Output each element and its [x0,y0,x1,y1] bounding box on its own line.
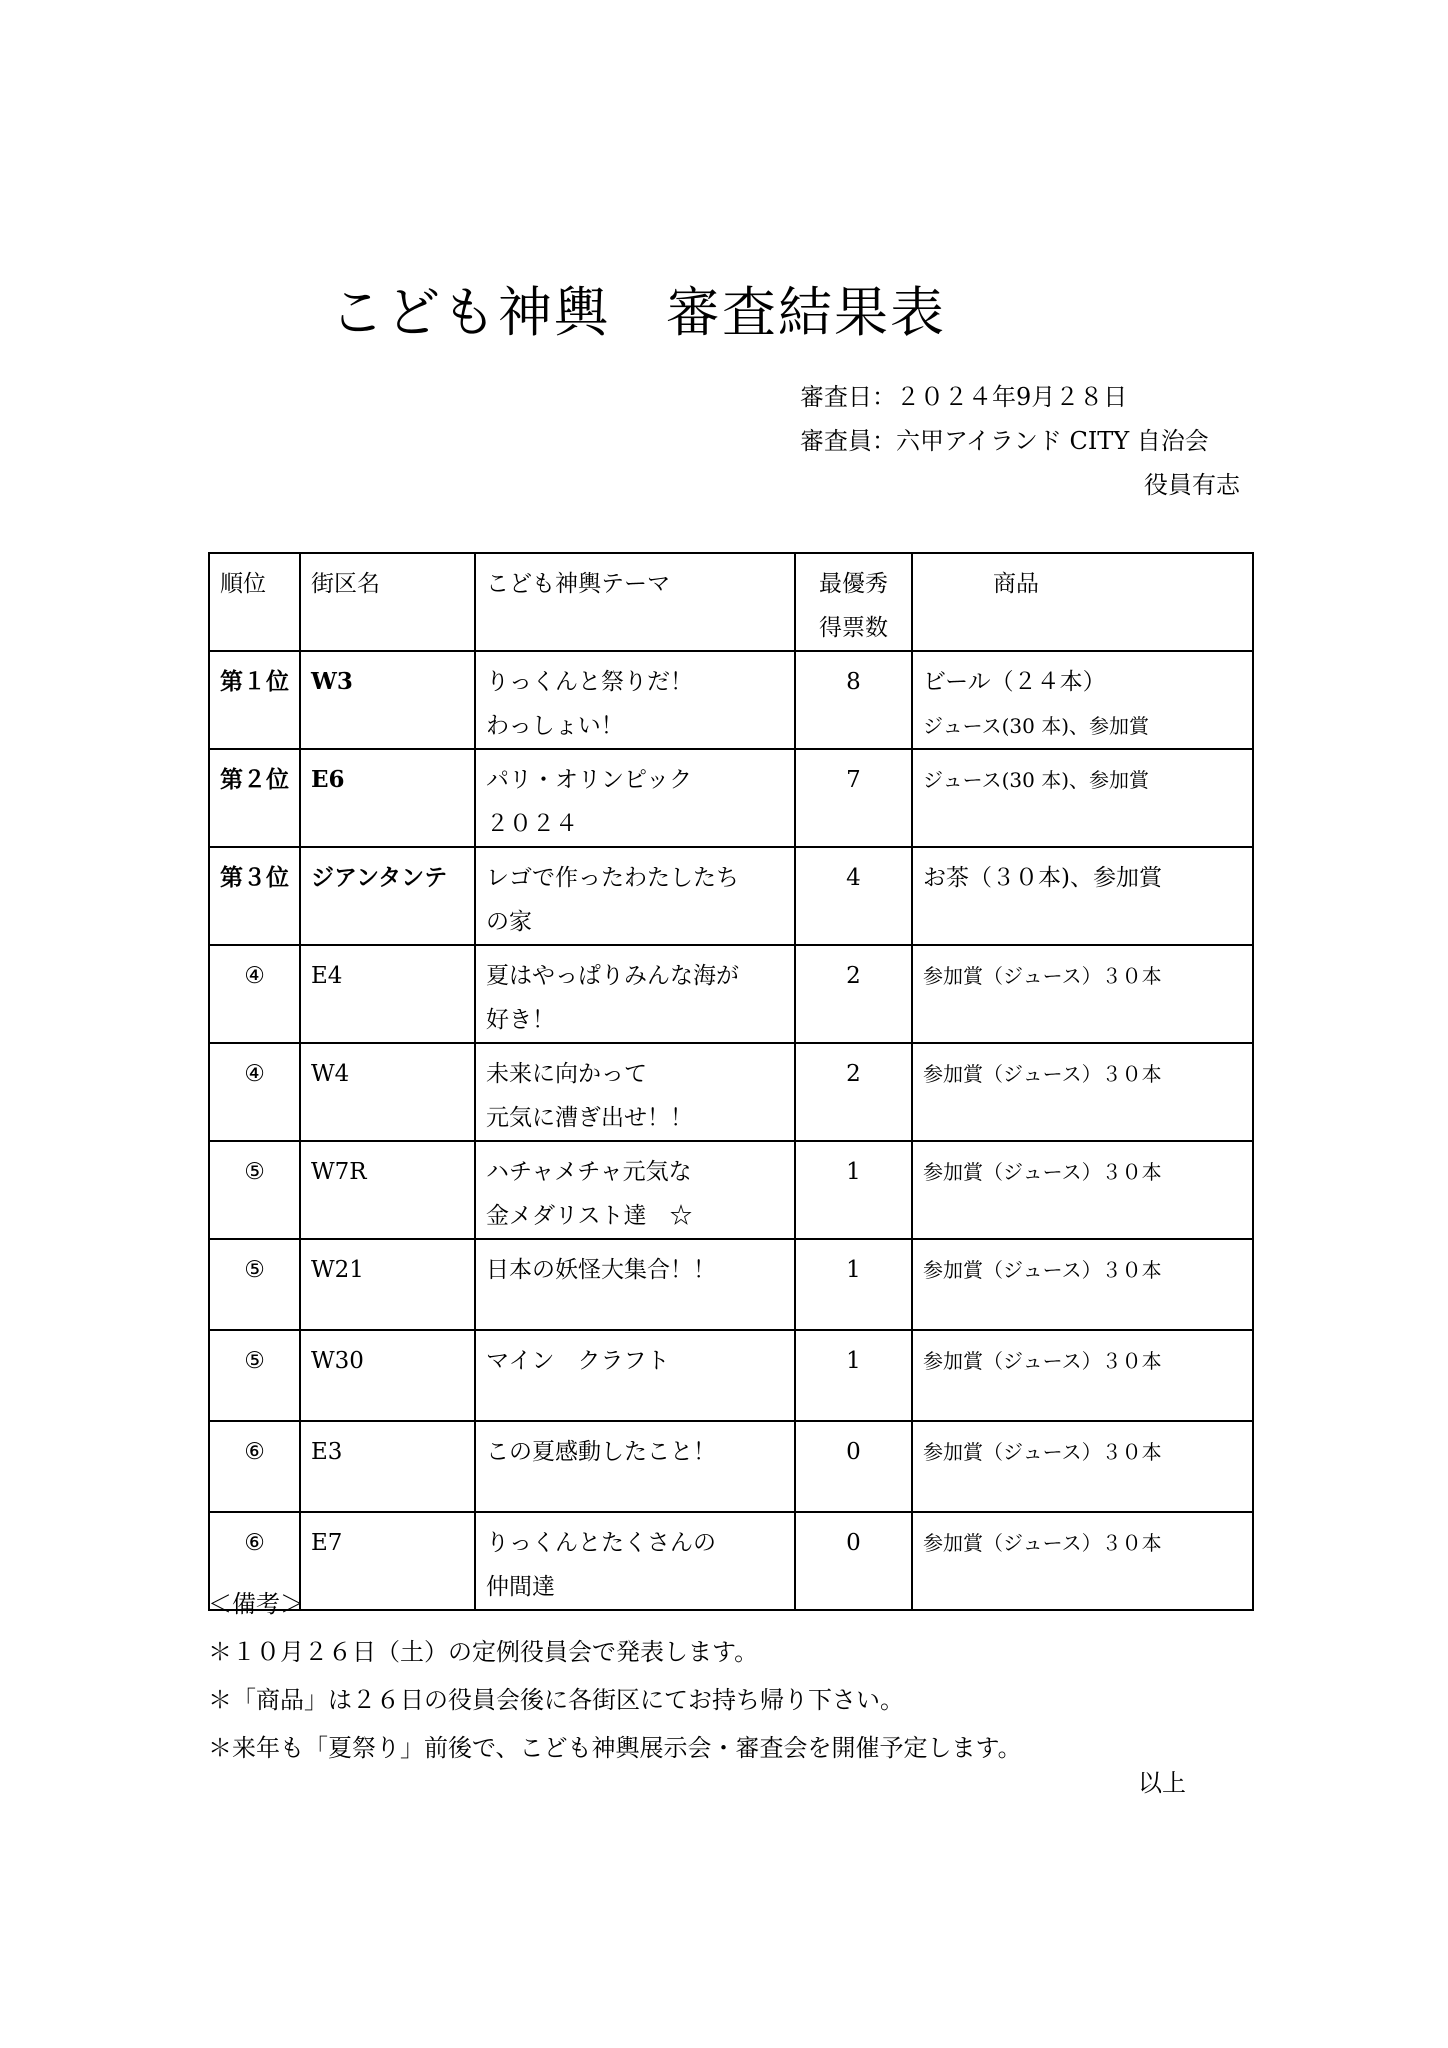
header-votes-line2: 得票数 [819,615,888,641]
cell-line: この夏感動したこと！ [486,1439,716,1465]
table-row [209,1330,1253,1421]
cell-line: 未来に向かって [486,1061,647,1087]
table-row [209,847,1253,945]
prize-cell [912,945,1253,1043]
review-meta [800,375,1240,507]
cell-line: 金メダリスト達 ☆ [486,1203,693,1229]
votes-cell: 1 [795,1141,912,1239]
cell-line: 夏はやっぱりみんな海が [486,963,739,989]
votes-cell: 7 [795,749,912,847]
cell-line: マイン クラフト [486,1348,670,1374]
table-row [209,1239,1253,1330]
block-cell: W30 [300,1330,475,1421]
table-row [209,749,1253,847]
cell-line: パリ・オリンピック [486,767,693,793]
theme-cell [475,847,795,945]
table-row [209,1421,1253,1512]
header-block: 街区名 [300,553,475,651]
note-item: ＊「商品」は２６日の役員会後に各街区にてお持ち帰り下さい。 [208,1686,904,1714]
theme-cell [475,945,795,1043]
theme-cell [475,1421,795,1512]
rank-cell: ⑤ [209,1141,300,1239]
prize-cell [912,651,1253,749]
cell-line: 参加賞（ジュース）３０本 [923,1349,1162,1373]
cell-line: 参加賞（ジュース）３０本 [923,1531,1162,1555]
cell-line: 参加賞（ジュース）３０本 [923,1062,1162,1086]
prize-cell [912,1421,1253,1512]
block-cell: W7R [300,1141,475,1239]
theme-cell [475,1330,795,1421]
block-cell: E4 [300,945,475,1043]
rank-cell: ⑥ [209,1512,300,1610]
review-date: 審査日：２０２４年9月２８日 [800,383,1128,411]
theme-cell [475,1141,795,1239]
rank-cell: ⑤ [209,1330,300,1421]
page-title: こども神輿 審査結果表 [330,281,946,344]
votes-cell: 8 [795,651,912,749]
cell-line: 仲間達 [486,1574,555,1600]
cell-line: レゴで作ったわたしたち [486,865,739,891]
block-cell: ジアンタンテ [300,847,475,945]
block-cell: W3 [300,651,475,749]
header-rank: 順位 [209,553,300,651]
theme-cell [475,749,795,847]
header-votes-line1: 最優秀 [819,571,888,597]
prize-cell [912,1239,1253,1330]
cell-line: わっしょい！ [486,713,624,739]
cell-line: 日本の妖怪大集合！！ [486,1257,716,1283]
review-judges: 審査員：六甲アイランド CITY 自治会 [800,427,1209,455]
cell-line: りっくんと祭りだ！ [486,669,693,695]
votes-cell: 1 [795,1239,912,1330]
block-cell: W4 [300,1043,475,1141]
votes-cell: 4 [795,847,912,945]
prize-cell [912,1330,1253,1421]
cell-line: 参加賞（ジュース）３０本 [923,1440,1162,1464]
table-header-row [209,553,1253,651]
review-judges-sub: 役員有志 [1144,471,1240,499]
table-row [209,651,1253,749]
cell-line: の家 [486,909,532,935]
votes-cell: 2 [795,1043,912,1141]
block-cell: E6 [300,749,475,847]
cell-line: お茶（３０本)、参加賞 [923,865,1162,891]
rank-cell: 第２位 [209,749,300,847]
closing-text: 以上 [1138,1769,1186,1797]
notes-heading: ＜備考＞ [208,1590,304,1618]
prize-cell [912,1043,1253,1141]
cell-line: 参加賞（ジュース）３０本 [923,1258,1162,1282]
rank-cell: ⑥ [209,1421,300,1512]
prize-cell [912,847,1253,945]
cell-line: ジュース(30 本)、参加賞 [923,714,1150,738]
cell-line: ジュース(30 本)、参加賞 [923,768,1150,792]
cell-line: 元気に漕ぎ出せ！！ [486,1105,693,1131]
cell-line: 参加賞（ジュース）３０本 [923,1160,1162,1184]
votes-cell: 2 [795,945,912,1043]
cell-line: ２０２４ [486,811,578,837]
rank-cell: 第３位 [209,847,300,945]
notes-section [208,1580,1252,1772]
rank-cell: ⑤ [209,1239,300,1330]
header-votes [795,553,912,651]
prize-cell [912,1141,1253,1239]
header-prize: 商品 [912,553,1253,651]
header-theme: こども神輿テーマ [475,553,795,651]
theme-cell [475,651,795,749]
cell-line: ハチャメチャ元気な [486,1159,692,1185]
results-table [208,552,1254,1611]
block-cell: W21 [300,1239,475,1330]
note-item: ＊１０月２６日（土）の定例役員会で発表します。 [208,1638,759,1666]
votes-cell: 1 [795,1330,912,1421]
theme-cell [475,1239,795,1330]
note-item: ＊来年も「夏祭り」前後で、こども神輿展示会・審査会を開催予定します。 [208,1734,1022,1762]
table-row [209,1141,1253,1239]
theme-cell [475,1043,795,1141]
cell-line: 参加賞（ジュース）３０本 [923,964,1162,988]
votes-cell: 0 [795,1421,912,1512]
block-cell: E7 [300,1512,475,1610]
rank-cell: ④ [209,945,300,1043]
cell-line: ビール（２４本） [923,669,1106,695]
rank-cell: ④ [209,1043,300,1141]
rank-cell: 第１位 [209,651,300,749]
prize-cell [912,749,1253,847]
block-cell: E3 [300,1421,475,1512]
votes-cell: 0 [795,1512,912,1610]
table-row [209,1043,1253,1141]
table-row [209,945,1253,1043]
cell-line: 好き！ [486,1007,555,1033]
cell-line: りっくんとたくさんの [486,1530,716,1556]
